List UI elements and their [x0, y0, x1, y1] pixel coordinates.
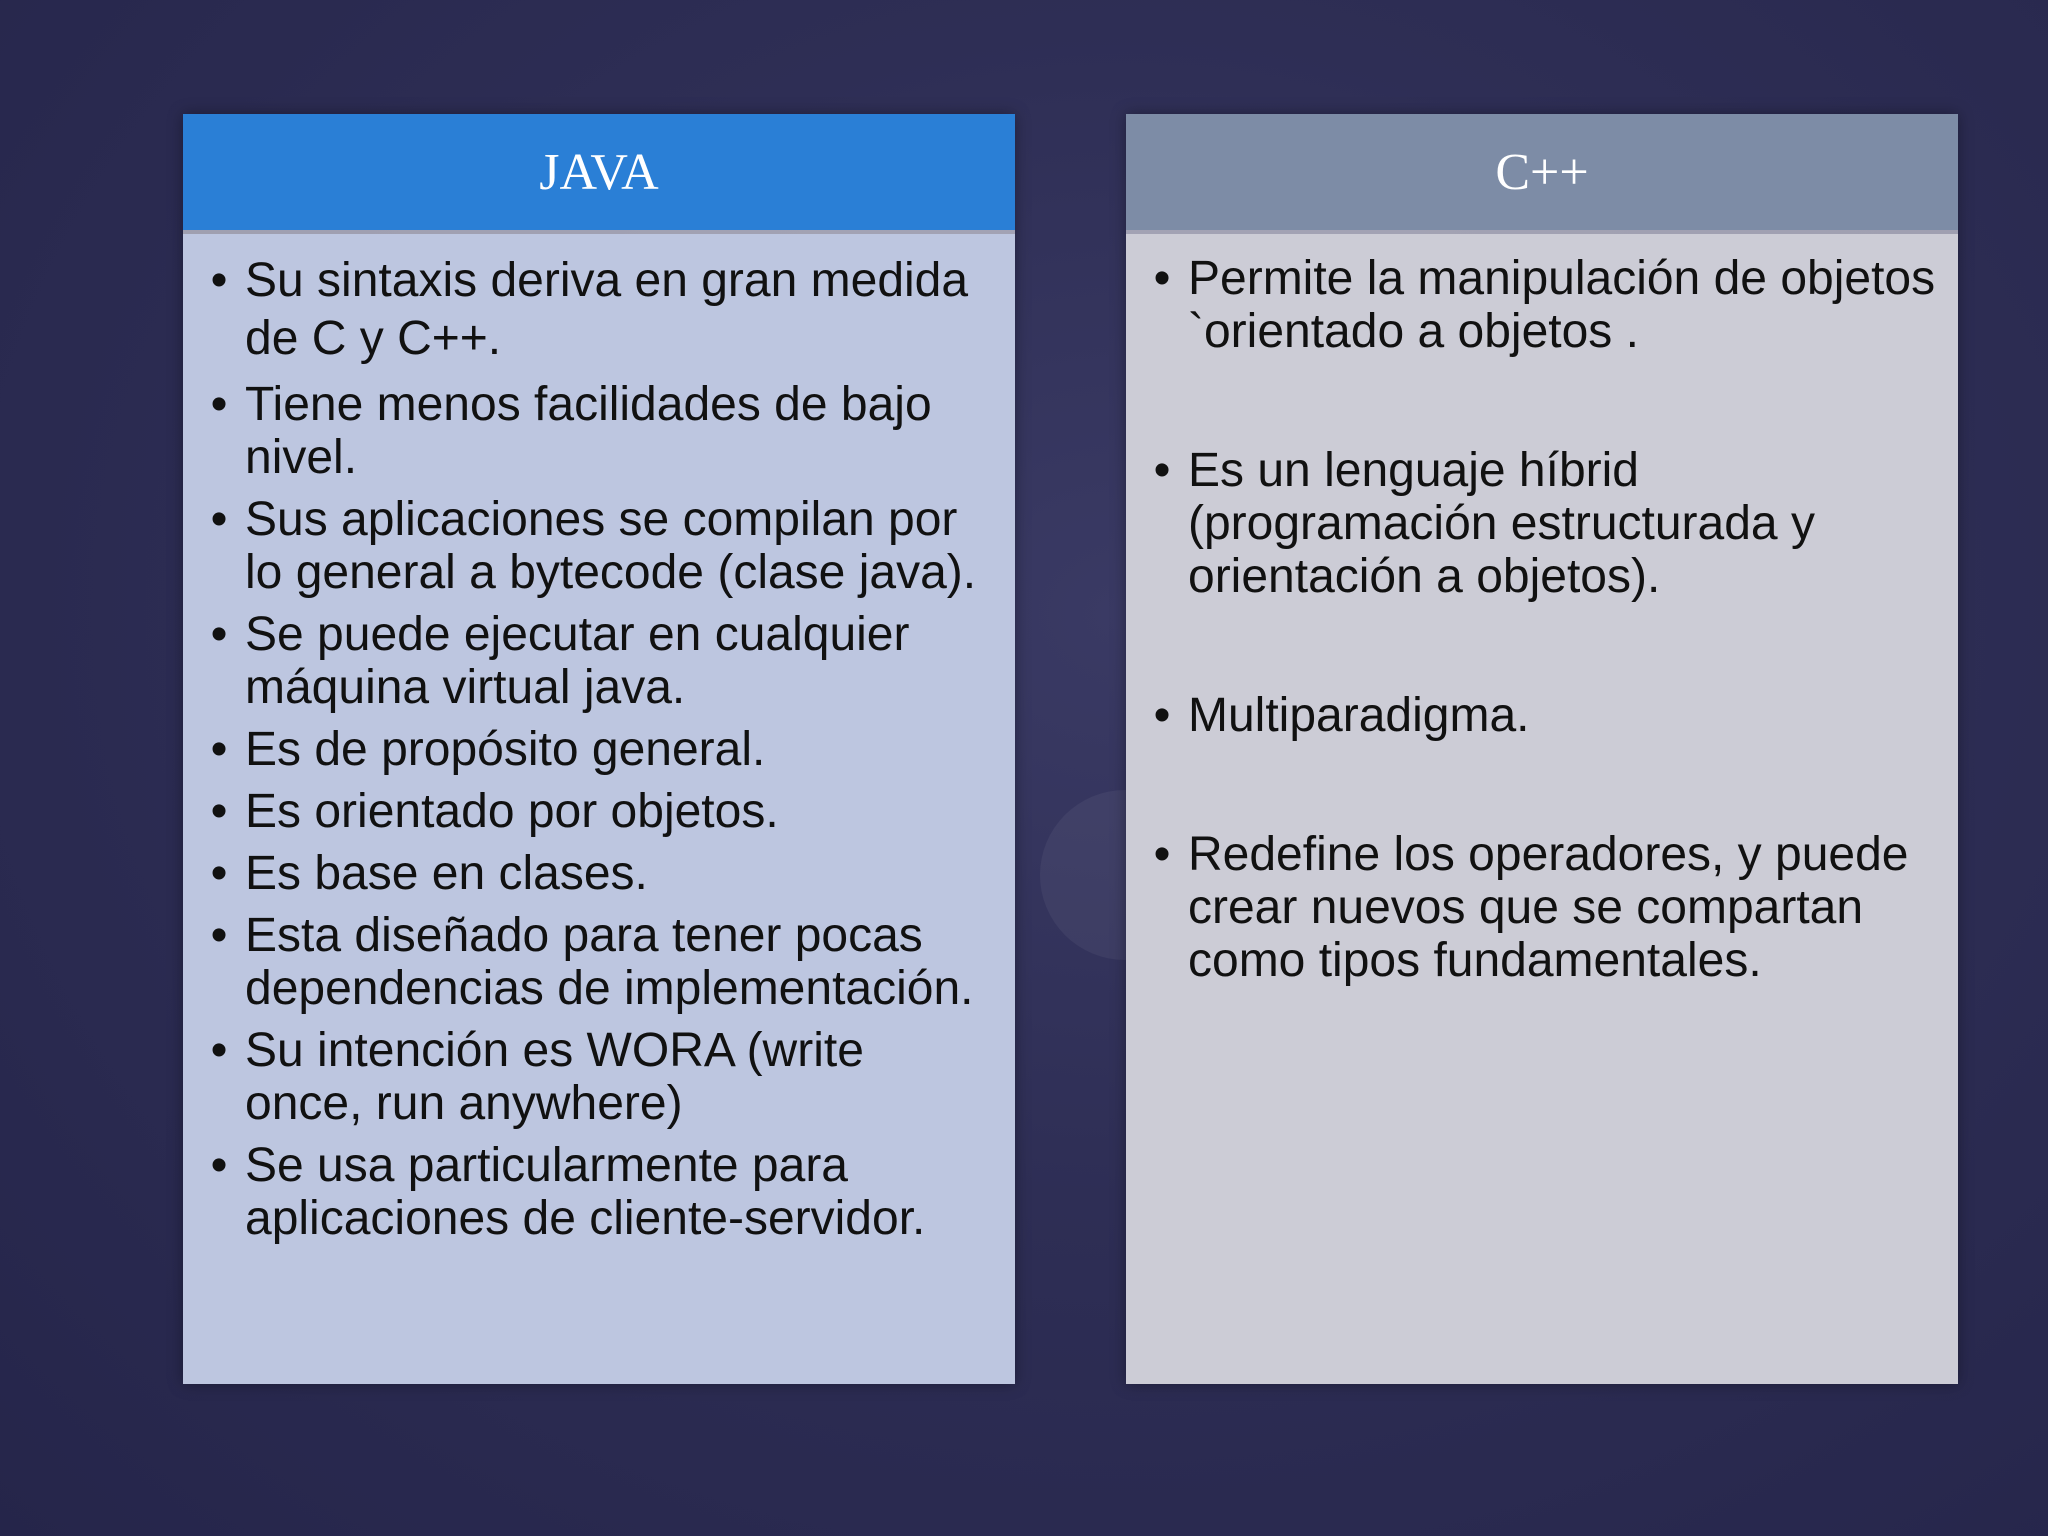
java-panel-title: JAVA — [539, 143, 659, 201]
bullet-icon: • — [210, 785, 228, 838]
java-feature-item — [207, 252, 993, 368]
java-feature-text: Su sintaxis deriva en gran medida de C y C++. — [245, 254, 969, 365]
java-feature-text: Es base en clases. — [245, 847, 648, 900]
bullet-icon: • — [210, 723, 228, 776]
java-feature-item — [207, 785, 993, 838]
bullet-icon: • — [210, 847, 228, 900]
java-feature-item — [207, 608, 993, 714]
java-feature-item — [207, 493, 993, 599]
java-feature-text: Sus aplicaciones se compilan por lo general a bytecode (clase java). — [245, 493, 977, 599]
bullet-icon: • — [1153, 828, 1171, 881]
cpp-panel-header — [1126, 114, 1958, 230]
cpp-panel-title: C++ — [1495, 143, 1589, 201]
bullet-icon: • — [1153, 689, 1171, 742]
cpp-feature-item — [1150, 689, 1936, 742]
bullet-icon: • — [210, 1139, 228, 1192]
java-panel-header — [183, 114, 1015, 230]
bullet-icon: • — [210, 378, 228, 431]
java-feature-item — [207, 378, 993, 484]
bullet-icon: • — [210, 493, 228, 546]
cpp-panel — [1126, 114, 1958, 1384]
cpp-feature-text: Permite la manipulación de objetos `orientado a objetos . — [1188, 252, 1936, 358]
java-feature-item — [207, 847, 993, 900]
java-feature-text: Tiene menos facilidades de bajo nivel. — [245, 378, 932, 484]
java-feature-text: Es orientado por objetos. — [245, 785, 779, 838]
cpp-panel-body — [1126, 234, 1958, 1384]
cpp-feature-text: Es un lenguaje híbrid (programación estructurada y orientación a objetos). — [1188, 444, 1815, 603]
java-feature-item — [207, 909, 993, 1015]
bullet-icon: • — [1153, 444, 1171, 497]
cpp-feature-list — [1150, 252, 1936, 987]
java-feature-item — [207, 1024, 993, 1130]
cpp-feature-item — [1150, 828, 1936, 987]
java-feature-text: Esta diseñado para tener pocas dependencias de implementación. — [245, 909, 974, 1015]
java-feature-text: Se puede ejecutar en cualquier máquina virtual java. — [245, 608, 910, 714]
cpp-feature-item — [1150, 444, 1936, 603]
java-feature-text: Se usa particularmente para aplicaciones de cliente-servidor. — [245, 1139, 926, 1245]
java-panel — [183, 114, 1015, 1384]
bullet-icon: • — [210, 1024, 228, 1077]
java-panel-body — [183, 234, 1015, 1384]
java-feature-list — [207, 252, 993, 1245]
bullet-icon: • — [1153, 252, 1171, 305]
cpp-feature-text: Multiparadigma. — [1188, 689, 1530, 742]
bullet-icon: • — [210, 608, 228, 661]
cpp-feature-text: Redefine los operadores, y puede crear nuevos que se compartan como tipos fundamentales. — [1188, 828, 1909, 987]
java-feature-text: Su intención es WORA (write once, run anywhere) — [245, 1024, 864, 1130]
cpp-feature-item — [1150, 252, 1936, 358]
java-feature-item — [207, 1139, 993, 1245]
java-feature-item — [207, 723, 993, 776]
bullet-icon: • — [210, 909, 228, 962]
java-feature-text: Es de propósito general. — [245, 723, 766, 776]
bullet-icon: • — [210, 254, 228, 307]
